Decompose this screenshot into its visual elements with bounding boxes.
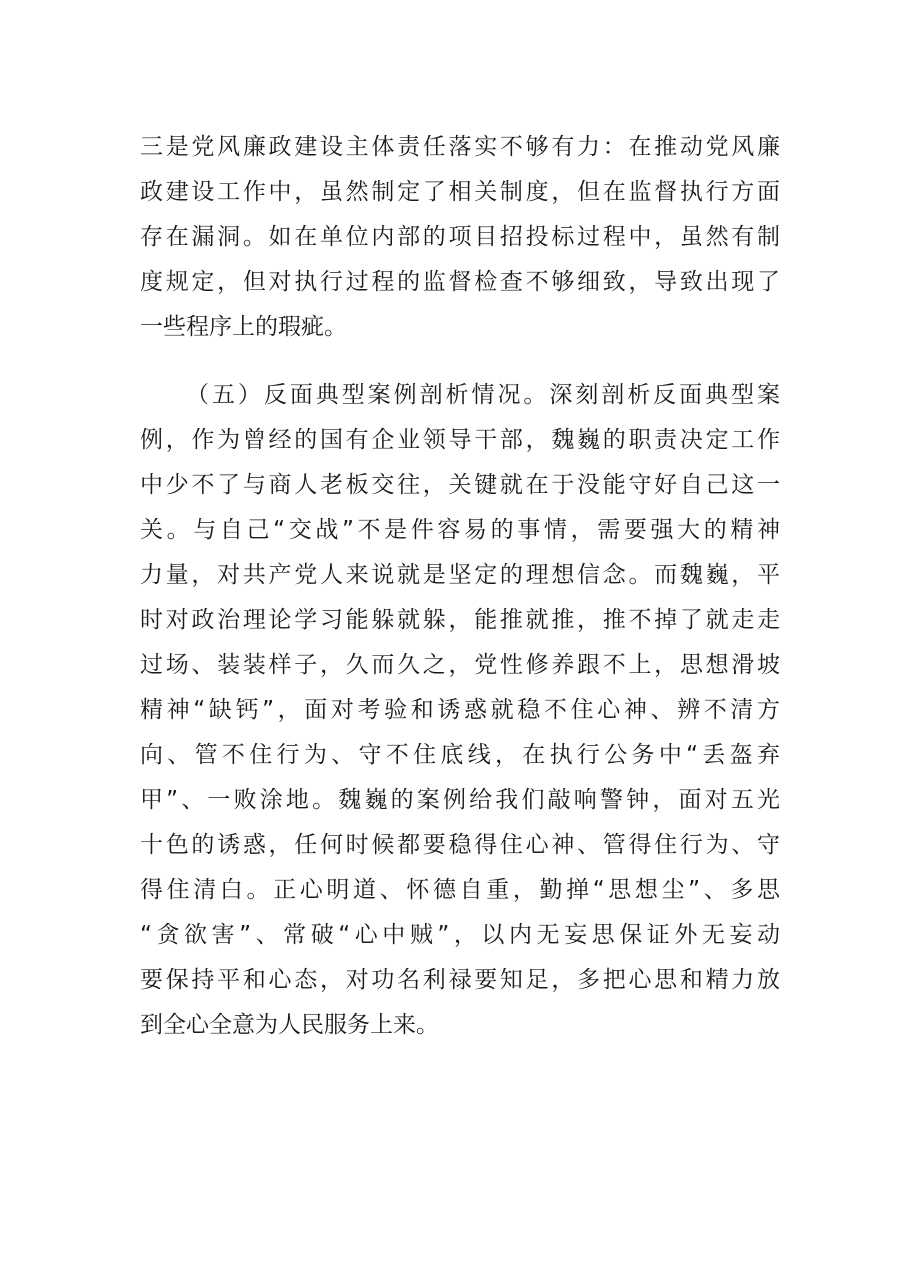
- text-line: 中少不了与商人老板交往，关键就在于没能守好自己这一: [140, 472, 780, 498]
- text-line: 力量，对共产党人来说就是坚定的理想信念。而魏巍，平: [140, 562, 780, 588]
- text-line: 得住清白。正心明道、怀德自重，勤掸“思想尘”、多思: [140, 877, 780, 903]
- text-line: 要保持平和心态，对功名利禄要知足，多把心思和精力放: [140, 967, 780, 993]
- text-line: 三是党风廉政建设主体责任落实不够有力：在推动党风廉: [140, 134, 780, 160]
- text-line: 度规定，但对执行过程的监督检查不够细致，导致出现了: [140, 269, 780, 295]
- text-line: 过场、装装样子，久而久之，党性修养跟不上，思想滑坡: [140, 652, 780, 678]
- text-line: 到全心全意为人民服务上来。: [140, 1012, 439, 1038]
- text-line: 例，作为曾经的国有企业领导干部，魏巍的职责决定工作: [140, 427, 780, 453]
- text-line: “贪欲害”、常破“心中贼”，以内无妄思保证外无妄动: [140, 922, 780, 948]
- text-line: 一些程序上的瑕疵。: [140, 314, 347, 340]
- text-line: 存在漏洞。如在单位内部的项目招投标过程中，虽然有制: [140, 224, 780, 250]
- text-line: 政建设工作中，虽然制定了相关制度，但在监督执行方面: [140, 179, 780, 205]
- text-line: 精神“缺钙”，面对考验和诱惑就稳不住心神、辨不清方: [140, 697, 780, 723]
- text-line: 关。与自己“交战”不是件容易的事情，需要强大的精神: [140, 517, 780, 543]
- text-line: 甲”、一败涂地。魏巍的案例给我们敲响警钟，面对五光: [140, 787, 780, 813]
- text-line: 向、管不住行为、守不住底线，在执行公务中“丢盔弃: [140, 742, 780, 768]
- text-line: 时对政治理论学习能躲就躲，能推就推，推不掉了就走走: [140, 607, 780, 633]
- text-line: 十色的诱惑，任何时候都要稳得住心神、管得住行为、守: [140, 832, 780, 858]
- text-line-first: （五）反面典型案例剖析情况。深刻剖析反面典型案: [186, 382, 780, 408]
